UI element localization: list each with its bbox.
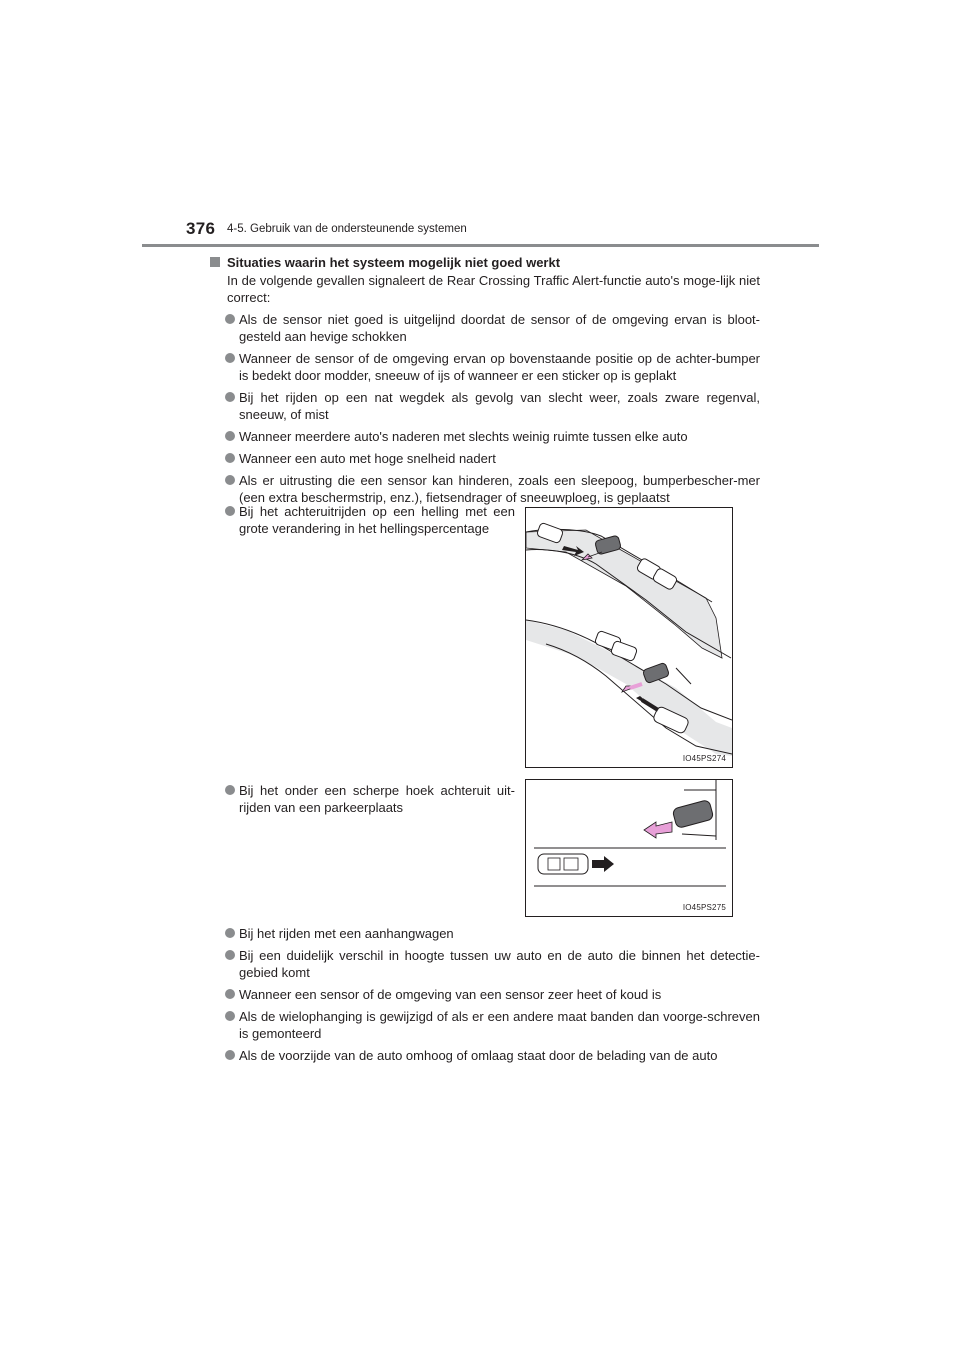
page-number: 376	[186, 219, 216, 238]
list-item	[210, 986, 760, 1003]
list-item-text: Wanneer een auto met hoge snelheid nadert	[239, 451, 496, 466]
list-item-text: Bij het rijden met een aanhangwagen	[239, 926, 454, 941]
section-heading-text: Situaties waarin het systeem mogelijk niet goed werkt	[227, 255, 561, 270]
list-item-text: Als de wielophanging is gewijzigd of als er een andere maat banden dan voorge-schreven is gemonteerd	[239, 1009, 760, 1041]
bullet-dot-icon	[225, 314, 235, 324]
section-title: 4-5. Gebruik van de ondersteunende systemen	[227, 223, 467, 235]
square-bullet-icon	[210, 257, 220, 267]
passing-car-icon	[538, 854, 588, 874]
list-item	[210, 1008, 760, 1042]
list-item-text: Bij het onder een scherpe hoek achteruit uit-rijden van een parkeerplaats	[239, 783, 515, 815]
content-bottom	[210, 925, 760, 1064]
parking-illustration	[526, 780, 732, 916]
list-item	[210, 925, 760, 942]
list-item	[210, 350, 760, 384]
figure-code: IO45PS274	[682, 754, 726, 763]
bullet-dot-icon	[225, 785, 235, 795]
list-item	[210, 503, 515, 537]
section-heading	[210, 254, 760, 271]
figure-code: IO45PS275	[682, 903, 726, 912]
figure-slope-reversing	[525, 507, 733, 768]
list-item	[210, 428, 760, 445]
list-item	[210, 450, 760, 467]
content	[210, 254, 760, 506]
list-item-text: Als er uitrusting die een sensor kan hinderen, zoals een sleepoog, bumperbescher-mer (een extra beschermstrip, enz.), fietsendrager of sneeuwploeg, is geplaatst	[239, 473, 760, 505]
bullet-dot-icon	[225, 392, 235, 402]
bullet-dot-icon	[225, 453, 235, 463]
bullet-dot-icon	[225, 506, 235, 516]
list-item-text: Als de voorzijde van de auto omhoog of omlaag staat door de belading van de auto	[239, 1048, 718, 1063]
header-divider	[142, 244, 819, 247]
bullet-dot-icon	[225, 475, 235, 485]
bullet-dot-icon	[225, 1011, 235, 1021]
figure-parking-angle	[525, 779, 733, 917]
list-item-text: Wanneer een sensor of de omgeving van een sensor zeer heet of koud is	[239, 987, 662, 1002]
list-item	[210, 472, 760, 506]
list-item-text: Als de sensor niet goed is uitgelijnd doordat de sensor of de omgeving ervan is bloot-gesteld aan hevige schokken	[239, 312, 760, 344]
list-item-text: Bij een duidelijk verschil in hoogte tussen uw auto en de auto die binnen het detectie-gebied komt	[239, 948, 760, 980]
list-item-text: Bij het rijden op een nat wegdek als gevolg van slecht weer, zoals zware regenval, sneeuw, of mist	[239, 390, 760, 422]
bullet-dot-icon	[225, 353, 235, 363]
list-item	[210, 947, 760, 981]
parked-car-icon	[672, 799, 714, 828]
bullet-dot-icon	[225, 1050, 235, 1060]
bullet-dot-icon	[225, 989, 235, 999]
list-item	[210, 1047, 760, 1064]
list-item-text: Bij het achteruitrijden op een helling met een grote verandering in het hellingspercentage	[239, 504, 515, 536]
list-item-text: Wanneer meerdere auto's naderen met slechts weinig ruimte tussen elke auto	[239, 429, 688, 444]
bullet-dot-icon	[225, 928, 235, 938]
list-item	[210, 311, 760, 345]
slope-illustration	[526, 508, 732, 767]
intro-paragraph: In de volgende gevallen signaleert de Rear Crossing Traffic Alert-functie auto's moge-lijk niet correct:	[227, 273, 760, 305]
list-item	[210, 782, 515, 816]
list-item-text: Wanneer de sensor of de omgeving ervan op bovenstaande positie op de achter-bumper is bedekt door modder, sneeuw of ijs of wanneer er een sticker op is geplakt	[239, 351, 760, 383]
list-item	[210, 389, 760, 423]
bullet-dot-icon	[225, 950, 235, 960]
bullet-dot-icon	[225, 431, 235, 441]
